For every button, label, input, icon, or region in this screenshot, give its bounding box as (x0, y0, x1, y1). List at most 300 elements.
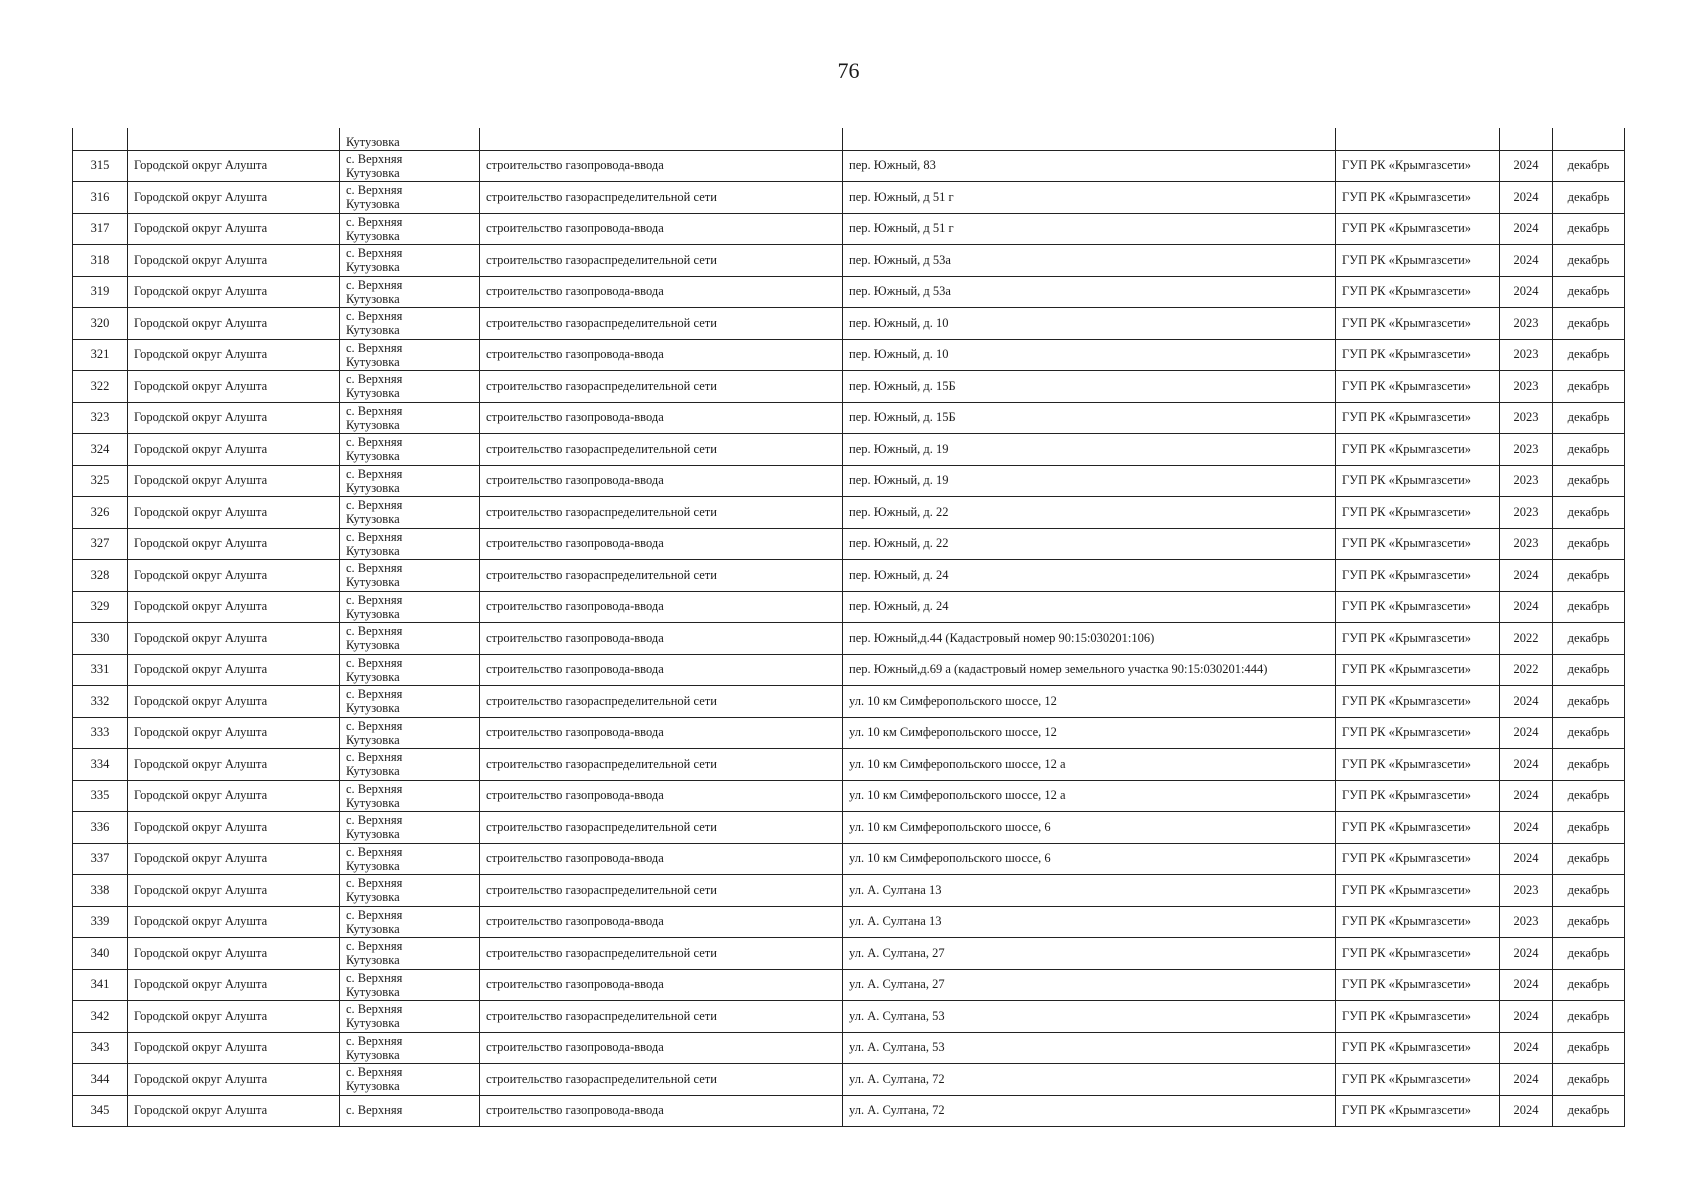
cell-organization (1336, 128, 1500, 150)
cell-organization: ГУП РК «Крымгазсети» (1336, 245, 1500, 277)
table-row (73, 969, 1625, 1001)
locality-line-2: Кутузовка (346, 323, 400, 338)
cell-year: 2023 (1500, 371, 1553, 403)
cell-year: 2023 (1500, 434, 1553, 466)
table-row (73, 1064, 1625, 1096)
cell-work-type: строительство газораспределительной сети (480, 245, 843, 277)
cell-locality (340, 686, 480, 718)
cell-district: Городской округ Алушта (128, 402, 340, 434)
cell-locality (340, 812, 480, 844)
cell-year: 2024 (1500, 780, 1553, 812)
cell-locality (340, 623, 480, 655)
locality-line-2: Кутузовка (346, 890, 400, 905)
table-row (73, 339, 1625, 371)
table-row (73, 182, 1625, 214)
locality-line-1: с. Верхняя (346, 498, 403, 513)
table-row (73, 213, 1625, 245)
cell-year: 2023 (1500, 308, 1553, 340)
cell-year: 2023 (1500, 497, 1553, 529)
cell-month: декабрь (1553, 1032, 1625, 1064)
cell-address: пер. Южный, д. 19 (843, 434, 1336, 466)
locality-line-1: с. Верхняя (346, 309, 403, 324)
locality-line-2: Кутузовка (346, 386, 400, 401)
cell-year: 2024 (1500, 1032, 1553, 1064)
cell-number: 316 (73, 182, 128, 214)
cell-address: ул. А. Султана, 27 (843, 969, 1336, 1001)
cell-district: Городской округ Алушта (128, 1032, 340, 1064)
cell-work-type: строительство газораспределительной сети (480, 308, 843, 340)
locality-line-2: Кутузовка (346, 921, 400, 936)
cell-locality (340, 497, 480, 529)
cell-district: Городской округ Алушта (128, 371, 340, 403)
cell-organization: ГУП РК «Крымгазсети» (1336, 1064, 1500, 1096)
cell-address: пер. Южный, д. 15Б (843, 371, 1336, 403)
cell-year: 2022 (1500, 654, 1553, 686)
cell-number: 315 (73, 150, 128, 182)
cell-locality (340, 1001, 480, 1033)
cell-organization: ГУП РК «Крымгазсети» (1336, 812, 1500, 844)
locality-line-1: с. Верхняя (346, 529, 403, 544)
cell-work-type: строительство газораспределительной сети (480, 1001, 843, 1033)
locality-line-2: Кутузовка (346, 1079, 400, 1094)
page-number: 76 (837, 58, 860, 83)
cell-month: декабрь (1553, 497, 1625, 529)
cell-district: Городской округ Алушта (128, 875, 340, 907)
cell-year: 2024 (1500, 938, 1553, 970)
cell-work-type: строительство газораспределительной сети (480, 182, 843, 214)
cell-locality (340, 654, 480, 686)
locality-line-2: Кутузовка (346, 197, 400, 212)
table-body (73, 128, 1625, 1127)
cell-work-type: строительство газопровода-ввода (480, 528, 843, 560)
cell-organization: ГУП РК «Крымгазсети» (1336, 969, 1500, 1001)
cell-district: Городской округ Алушта (128, 1064, 340, 1096)
cell-year: 2024 (1500, 182, 1553, 214)
cell-month: декабрь (1553, 969, 1625, 1001)
cell-organization: ГУП РК «Крымгазсети» (1336, 560, 1500, 592)
table-row (73, 245, 1625, 277)
cell-address: пер. Южный, д 51 г (843, 213, 1336, 245)
cell-month: декабрь (1553, 528, 1625, 560)
cell-organization: ГУП РК «Крымгазсети» (1336, 875, 1500, 907)
cell-month: декабрь (1553, 150, 1625, 182)
cell-month: декабрь (1553, 182, 1625, 214)
cell-work-type: строительство газопровода-ввода (480, 213, 843, 245)
table-row-continued (73, 128, 1625, 150)
table-row (73, 1095, 1625, 1127)
cell-address: ул. 10 км Симферопольского шоссе, 12 а (843, 780, 1336, 812)
cell-locality (340, 213, 480, 245)
table-row (73, 465, 1625, 497)
cell-address: ул. 10 км Симферопольского шоссе, 12 а (843, 749, 1336, 781)
cell-number: 326 (73, 497, 128, 529)
cell-organization: ГУП РК «Крымгазсети» (1336, 434, 1500, 466)
cell-address: ул. А. Султана, 53 (843, 1032, 1336, 1064)
locality-line-1: с. Верхняя (346, 246, 403, 261)
cell-number: 345 (73, 1095, 128, 1127)
cell-locality (340, 591, 480, 623)
cell-year: 2023 (1500, 875, 1553, 907)
cell-month: декабрь (1553, 623, 1625, 655)
table-row (73, 1001, 1625, 1033)
cell-locality (340, 371, 480, 403)
cell-number: 344 (73, 1064, 128, 1096)
cell-locality (340, 245, 480, 277)
cell-number: 327 (73, 528, 128, 560)
table-row (73, 623, 1625, 655)
locality-line-1: с. Верхняя (346, 183, 403, 198)
cell-locality (340, 906, 480, 938)
cell-work-type: строительство газораспределительной сети (480, 497, 843, 529)
cell-year: 2024 (1500, 245, 1553, 277)
cell-number: 322 (73, 371, 128, 403)
cell-organization: ГУП РК «Крымгазсети» (1336, 780, 1500, 812)
cell-month: декабрь (1553, 1001, 1625, 1033)
cell-month: декабрь (1553, 560, 1625, 592)
cell-address: пер. Южный, д 53а (843, 245, 1336, 277)
locality-line-1: с. Верхняя (346, 151, 403, 166)
cell-organization: ГУП РК «Крымгазсети» (1336, 717, 1500, 749)
cell-locality (340, 1095, 480, 1127)
cell-number: 331 (73, 654, 128, 686)
cell-locality (340, 402, 480, 434)
locality-line-2: Кутузовка (346, 701, 400, 716)
cell-month: декабрь (1553, 245, 1625, 277)
cell-organization: ГУП РК «Крымгазсети» (1336, 402, 1500, 434)
cell-year: 2024 (1500, 213, 1553, 245)
locality-line-1: с. Верхняя (346, 939, 403, 954)
locality-line-2: Кутузовка (346, 953, 400, 968)
cell-year: 2024 (1500, 276, 1553, 308)
cell-work-type: строительство газопровода-ввода (480, 339, 843, 371)
cell-district: Городской округ Алушта (128, 528, 340, 560)
cell-district (128, 128, 340, 150)
cell-locality (340, 150, 480, 182)
locality-line-1: с. Верхняя (346, 592, 403, 607)
cell-district: Городской округ Алушта (128, 717, 340, 749)
cell-number: 325 (73, 465, 128, 497)
locality-line-1: с. Верхняя (346, 435, 403, 450)
locality-line-1: с. Верхняя (346, 876, 403, 891)
cell-locality (340, 749, 480, 781)
cell-month: декабрь (1553, 434, 1625, 466)
cell-organization: ГУП РК «Крымгазсети» (1336, 213, 1500, 245)
cell-month: декабрь (1553, 465, 1625, 497)
cell-address: ул. 10 км Симферопольского шоссе, 6 (843, 843, 1336, 875)
cell-work-type: строительство газопровода-ввода (480, 1095, 843, 1127)
table-row (73, 686, 1625, 718)
cell-district: Городской округ Алушта (128, 276, 340, 308)
cell-district: Городской округ Алушта (128, 906, 340, 938)
cell-organization: ГУП РК «Крымгазсети» (1336, 686, 1500, 718)
cell-district: Городской округ Алушта (128, 812, 340, 844)
cell-year: 2022 (1500, 623, 1553, 655)
locality-line-1: с. Верхняя (346, 277, 403, 292)
locality-line-1: с. Верхняя (346, 813, 403, 828)
cell-organization: ГУП РК «Крымгазсети» (1336, 906, 1500, 938)
cell-month: декабрь (1553, 213, 1625, 245)
cell-address: пер. Южный, д. 24 (843, 591, 1336, 623)
cell-organization: ГУП РК «Крымгазсети» (1336, 308, 1500, 340)
cell-number: 324 (73, 434, 128, 466)
cell-year: 2024 (1500, 560, 1553, 592)
cell-year: 2024 (1500, 150, 1553, 182)
locality-line-2: Кутузовка (346, 165, 400, 180)
locality-line-1: с. Верхняя (346, 687, 403, 702)
locality-line-2: Кутузовка (346, 764, 400, 779)
cell-organization: ГУП РК «Крымгазсети» (1336, 150, 1500, 182)
cell-year: 2024 (1500, 812, 1553, 844)
cell-number: 341 (73, 969, 128, 1001)
cell-work-type: строительство газопровода-ввода (480, 780, 843, 812)
cell-locality (340, 182, 480, 214)
cell-locality (340, 308, 480, 340)
cell-number: 328 (73, 560, 128, 592)
locality-line-2: Кутузовка (346, 354, 400, 369)
cell-work-type: строительство газораспределительной сети (480, 371, 843, 403)
cell-month: декабрь (1553, 402, 1625, 434)
cell-number: 329 (73, 591, 128, 623)
cell-number (73, 128, 128, 150)
cell-month: декабрь (1553, 591, 1625, 623)
cell-month: декабрь (1553, 906, 1625, 938)
cell-district: Городской округ Алушта (128, 1095, 340, 1127)
locality-line-1: с. Верхняя (346, 718, 403, 733)
cell-year: 2023 (1500, 906, 1553, 938)
cell-locality (340, 780, 480, 812)
locality-line-2: Кутузовка (346, 417, 400, 432)
cell-number: 317 (73, 213, 128, 245)
cell-district: Городской округ Алушта (128, 686, 340, 718)
cell-number: 320 (73, 308, 128, 340)
cell-work-type: строительство газораспределительной сети (480, 686, 843, 718)
cell-district: Городской округ Алушта (128, 150, 340, 182)
locality-line-2: Кутузовка (346, 543, 400, 558)
cell-year: 2023 (1500, 402, 1553, 434)
cell-district: Городской округ Алушта (128, 938, 340, 970)
cell-number: 340 (73, 938, 128, 970)
table-row (73, 497, 1625, 529)
locality-line-1: с. Верхняя (346, 1103, 403, 1118)
cell-month: декабрь (1553, 780, 1625, 812)
cell-number: 323 (73, 402, 128, 434)
table-row (73, 308, 1625, 340)
cell-address: пер. Южный,д.44 (Кадастровый номер 90:15:030201:106) (843, 623, 1336, 655)
cell-address: пер. Южный, д. 22 (843, 497, 1336, 529)
cell-number: 318 (73, 245, 128, 277)
cell-work-type: строительство газораспределительной сети (480, 1064, 843, 1096)
cell-locality (340, 528, 480, 560)
table-row (73, 276, 1625, 308)
cell-organization: ГУП РК «Крымгазсети» (1336, 339, 1500, 371)
cell-district: Городской округ Алушта (128, 497, 340, 529)
cell-number: 343 (73, 1032, 128, 1064)
table-row (73, 434, 1625, 466)
cell-month: декабрь (1553, 843, 1625, 875)
cell-locality (340, 1064, 480, 1096)
cell-locality (340, 434, 480, 466)
table-row (73, 654, 1625, 686)
table-row (73, 812, 1625, 844)
cell-locality (340, 938, 480, 970)
table-row (73, 780, 1625, 812)
cell-year: 2024 (1500, 717, 1553, 749)
registry-table (72, 128, 1625, 1127)
cell-organization: ГУП РК «Крымгазсети» (1336, 654, 1500, 686)
cell-work-type: строительство газопровода-ввода (480, 843, 843, 875)
table-row (73, 371, 1625, 403)
locality-line-1: с. Верхняя (346, 214, 403, 229)
locality-line-1: с. Верхняя (346, 403, 403, 418)
table-row (73, 1032, 1625, 1064)
table-row (73, 749, 1625, 781)
cell-organization: ГУП РК «Крымгазсети» (1336, 371, 1500, 403)
cell-work-type: строительство газопровода-ввода (480, 150, 843, 182)
cell-address: ул. А. Султана 13 (843, 875, 1336, 907)
cell-number: 342 (73, 1001, 128, 1033)
cell-year: 2023 (1500, 528, 1553, 560)
locality-line-1: с. Верхняя (346, 1065, 403, 1080)
locality-line-1: с. Верхняя (346, 655, 403, 670)
cell-month: декабрь (1553, 276, 1625, 308)
locality-line-1: с. Верхняя (346, 372, 403, 387)
cell-district: Городской округ Алушта (128, 623, 340, 655)
cell-organization: ГУП РК «Крымгазсети» (1336, 938, 1500, 970)
cell-number: 339 (73, 906, 128, 938)
cell-year: 2024 (1500, 591, 1553, 623)
cell-district: Городской округ Алушта (128, 465, 340, 497)
cell-number: 333 (73, 717, 128, 749)
cell-work-type: строительство газопровода-ввода (480, 717, 843, 749)
cell-organization: ГУП РК «Крымгазсети» (1336, 1001, 1500, 1033)
locality-line-2: Кутузовка (346, 449, 400, 464)
cell-month: декабрь (1553, 717, 1625, 749)
cell-district: Городской округ Алушта (128, 213, 340, 245)
cell-number: 335 (73, 780, 128, 812)
table-row (73, 843, 1625, 875)
locality-line-1: с. Верхняя (346, 1002, 403, 1017)
cell-address: ул. А. Султана 13 (843, 906, 1336, 938)
cell-address: пер. Южный, 83 (843, 150, 1336, 182)
cell-year: 2024 (1500, 1064, 1553, 1096)
locality-line-1: с. Верхняя (346, 750, 403, 765)
table-row (73, 717, 1625, 749)
cell-district: Городской округ Алушта (128, 969, 340, 1001)
cell-number: 338 (73, 875, 128, 907)
cell-work-type: строительство газопровода-ввода (480, 623, 843, 655)
cell-number: 336 (73, 812, 128, 844)
cell-locality (340, 276, 480, 308)
cell-district: Городской округ Алушта (128, 749, 340, 781)
cell-locality (340, 875, 480, 907)
locality-line-2: Кутузовка (346, 984, 400, 999)
locality-line-1: с. Верхняя (346, 624, 403, 639)
locality-line-2: Кутузовка (346, 858, 400, 873)
cell-organization: ГУП РК «Крымгазсети» (1336, 497, 1500, 529)
cell-address: ул. 10 км Симферопольского шоссе, 12 (843, 717, 1336, 749)
locality-line-2: Кутузовка (346, 1047, 400, 1062)
locality-line-2: Кутузовка (346, 606, 400, 621)
cell-number: 321 (73, 339, 128, 371)
cell-district: Городской округ Алушта (128, 434, 340, 466)
cell-district: Городской округ Алушта (128, 1001, 340, 1033)
locality-line-2: Кутузовка (346, 1016, 400, 1031)
cell-locality (340, 339, 480, 371)
table-row (73, 591, 1625, 623)
table-row (73, 906, 1625, 938)
cell-year: 2024 (1500, 969, 1553, 1001)
cell-number: 337 (73, 843, 128, 875)
cell-organization: ГУП РК «Крымгазсети» (1336, 528, 1500, 560)
table-row (73, 150, 1625, 182)
cell-district: Городской округ Алушта (128, 245, 340, 277)
cell-year: 2024 (1500, 1001, 1553, 1033)
cell-organization: ГУП РК «Крымгазсети» (1336, 182, 1500, 214)
cell-district: Городской округ Алушта (128, 308, 340, 340)
cell-work-type: строительство газораспределительной сети (480, 434, 843, 466)
locality-line-2: Кутузовка (346, 795, 400, 810)
cell-organization: ГУП РК «Крымгазсети» (1336, 276, 1500, 308)
locality-line-2: Кутузовка (346, 260, 400, 275)
cell-month: декабрь (1553, 875, 1625, 907)
cell-work-type: строительство газораспределительной сети (480, 875, 843, 907)
cell-address: пер. Южный, д. 15Б (843, 402, 1336, 434)
locality-line-2: Кутузовка (346, 732, 400, 747)
cell-address: ул. А. Султана, 72 (843, 1064, 1336, 1096)
locality-line-1: с. Верхняя (346, 340, 403, 355)
cell-locality (340, 843, 480, 875)
cell-number: 332 (73, 686, 128, 718)
locality-line-2: Кутузовка (346, 827, 400, 842)
cell-month: декабрь (1553, 339, 1625, 371)
cell-work-type: строительство газопровода-ввода (480, 654, 843, 686)
cell-address (843, 128, 1336, 150)
locality-line-2: Кутузовка (346, 638, 400, 653)
cell-month: декабрь (1553, 812, 1625, 844)
locality-line-1: с. Верхняя (346, 1033, 403, 1048)
cell-work-type: строительство газопровода-ввода (480, 276, 843, 308)
cell-address: пер. Южный, д. 22 (843, 528, 1336, 560)
locality-line-1: с. Верхняя (346, 907, 403, 922)
cell-address: пер. Южный,д.69 а (кадастровый номер земельного участка 90:15:030201:444) (843, 654, 1336, 686)
cell-address: ул. 10 км Симферопольского шоссе, 12 (843, 686, 1336, 718)
locality-line-2: Кутузовка (346, 575, 400, 590)
cell-district: Городской округ Алушта (128, 780, 340, 812)
cell-organization: ГУП РК «Крымгазсети» (1336, 1095, 1500, 1127)
cell-work-type: строительство газопровода-ввода (480, 591, 843, 623)
cell-year: 2024 (1500, 749, 1553, 781)
cell-year: 2024 (1500, 843, 1553, 875)
cell-district: Городской округ Алушта (128, 843, 340, 875)
locality-line-1: с. Верхняя (346, 466, 403, 481)
cell-address: пер. Южный, д. 19 (843, 465, 1336, 497)
locality-line-1: с. Верхняя (346, 781, 403, 796)
cell-address: пер. Южный, д 51 г (843, 182, 1336, 214)
locality-line-2: Кутузовка (346, 480, 400, 495)
cell-work-type: строительство газораспределительной сети (480, 812, 843, 844)
cell-month: декабрь (1553, 1064, 1625, 1096)
locality-line-2: Кутузовка (346, 228, 400, 243)
cell-month: декабрь (1553, 308, 1625, 340)
table-row (73, 402, 1625, 434)
table-row (73, 528, 1625, 560)
cell-year: 2023 (1500, 465, 1553, 497)
cell-locality (340, 560, 480, 592)
cell-address: ул. 10 км Симферопольского шоссе, 6 (843, 812, 1336, 844)
cell-work-type: строительство газопровода-ввода (480, 402, 843, 434)
table-row (73, 560, 1625, 592)
cell-work-type: строительство газопровода-ввода (480, 906, 843, 938)
